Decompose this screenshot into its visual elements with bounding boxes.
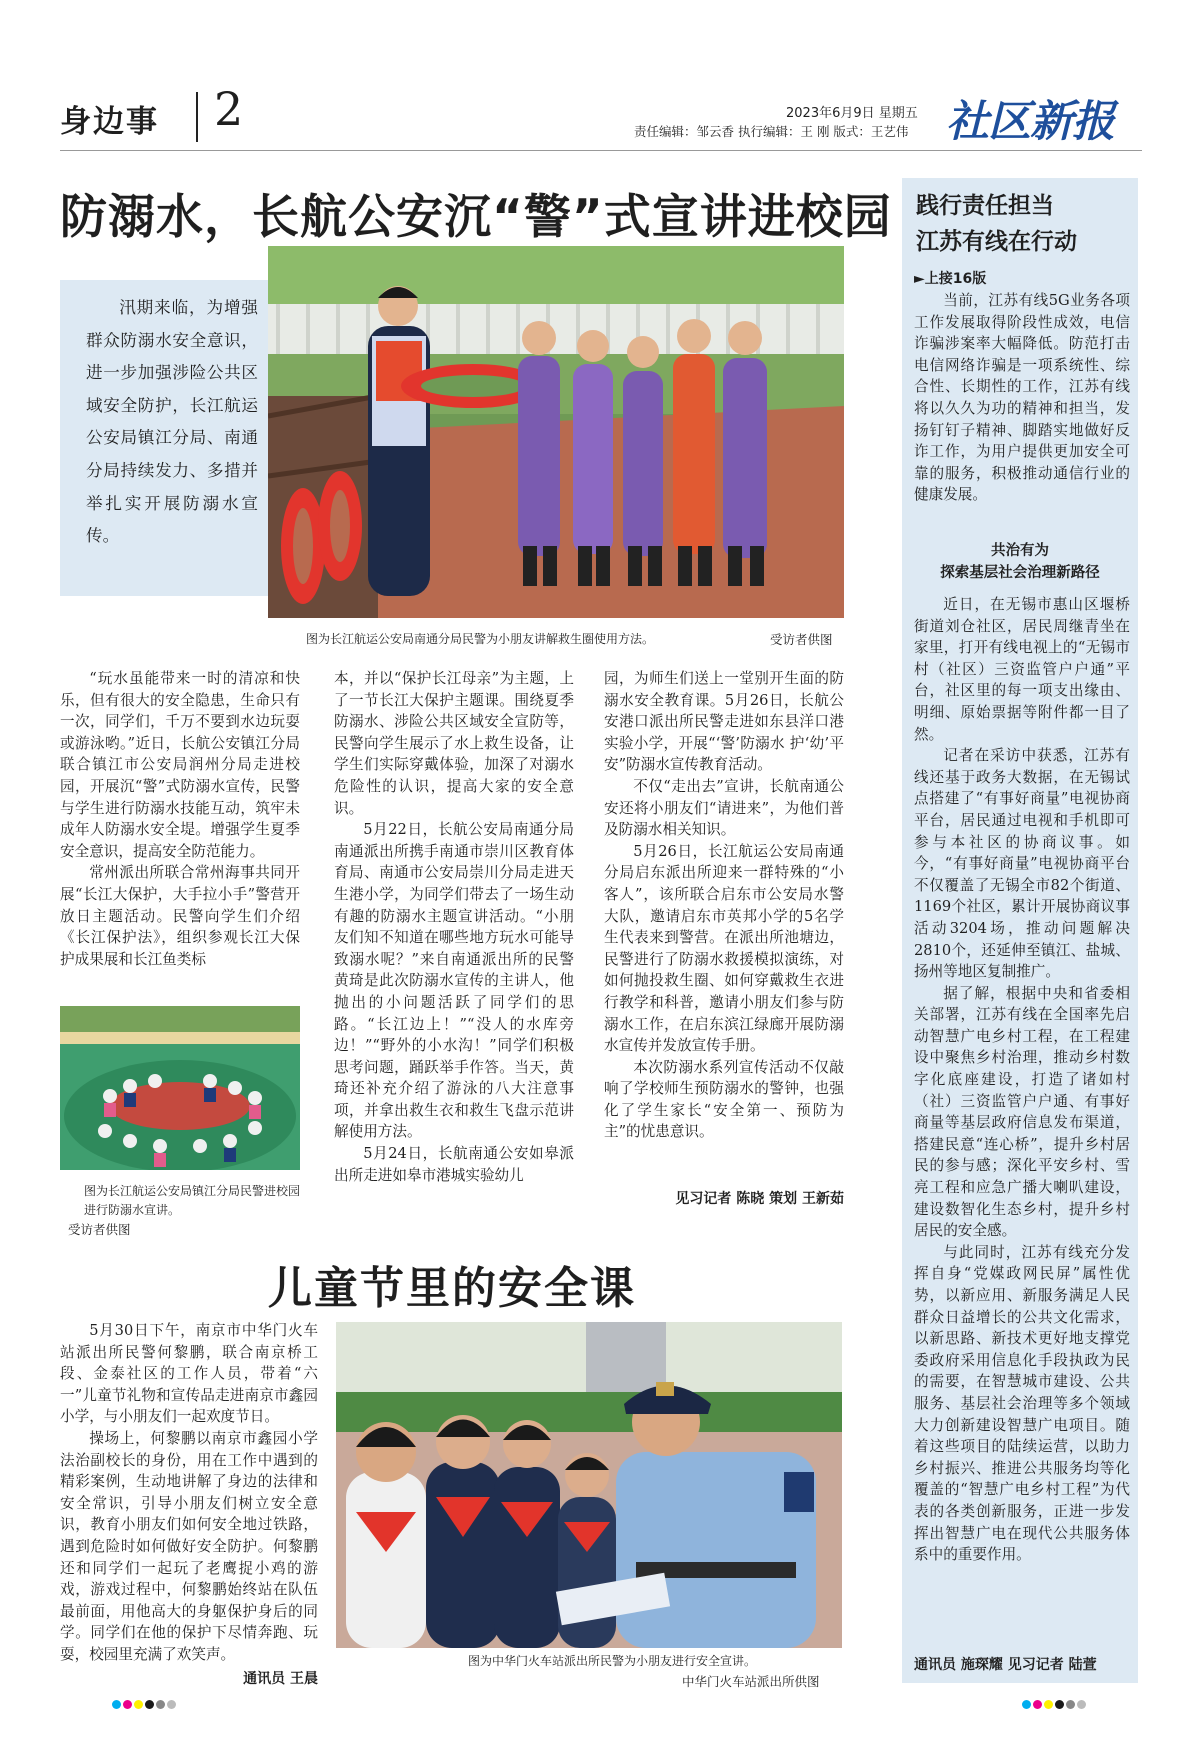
article1-column-1 <box>60 668 300 970</box>
sidebar-paragraph: 与此同时，江苏有线充分发挥自身“党媒政网民屏”属性优势，以新应用、新服务满足人民群众日益增长的公共文化需求，以新思路、新技术更好地支撑党委政府采用信息化手段执政为民的需要，在智慧城市建设、公共服务、基层社会治理等多个领域大力创新建设智慧广电项目。随着这些项目的陆续运营，以助力乡村振兴、推进公共服务均等化覆盖的“智慧广电乡村工程”为代表的各类创新服务，正进一步发挥出智慧广电在现代公共服务体系中的重要作用。 <box>914 1243 1130 1564</box>
article1-photo2-caption: 图为长江航运公安局镇江分局民警进校园进行防溺水宣讲。 <box>84 1184 301 1217</box>
registration-dot <box>145 1700 154 1709</box>
article1-lead-box <box>60 280 270 596</box>
registration-dot <box>156 1700 165 1709</box>
sidebar-byline: 通讯员 施琛耀 见习记者 陆萱 <box>914 1657 1097 1673</box>
article2-paragraph: 操场上，何黎鹏以南京市鑫园小学法治副校长的身份，用在工作中遇到的精彩案例，生动地讲解了身边的法律和安全常识，引导小朋友们树立安全意识，教育小朋友们如何安全地过铁路，遇到危险时如何做好安全防护。何黎鹏还和同学们一起玩了老鹰捉小鸡的游戏，游戏过程中，何黎鹏始终站在队伍最前面，用他高大的身躯保护身后的同学。同学们在他的保护下尽情奔跑、玩耍，校园里充满了欢笑声。 <box>60 1429 318 1663</box>
article1-headline: 防溺水，长航公安沉“警”式宣讲进校园 <box>60 190 892 245</box>
registration-dot <box>1077 1700 1086 1709</box>
article2-byline: 通讯员 王晨 <box>243 1671 318 1687</box>
sidebar-continued-marker: ►上接16版 <box>914 271 987 287</box>
sidebar-part-2 <box>914 594 1130 1566</box>
sidebar-paragraph: 据了解，根据中央和省委相关部署，江苏有线在全国率先启动智慧广电乡村工程，在工程建设中聚焦乡村治理，推动乡村数字化底座建设，打造了诸如村（社）三资监管户户通、有事好商量等基层政府信息发布渠道，搭建民意“连心桥”，提升乡村居民的参与感；深化平安乡村、雪亮工程和应急广播大喇叭建设，建设数智化生态乡村，提升乡村居民的安全感。 <box>914 984 1130 1240</box>
registration-dot <box>1055 1700 1064 1709</box>
header-rule <box>60 150 1142 151</box>
registration-marks-right <box>1022 1700 1086 1709</box>
editor-credits: 责任编辑：邹云香 执行编辑：王 刚 版式：王艺伟 <box>634 124 909 139</box>
registration-marks-left <box>112 1700 176 1709</box>
registration-dot <box>134 1700 143 1709</box>
registration-dot <box>1022 1700 1031 1709</box>
article1-paragraph: 常州派出所联合常州海事共同开展“长江大保护，大手拉小手”警营开放日主题活动。民警向学生们介绍《长江保护法》，组织参观长江大保护成果展和长江鱼类标 <box>60 864 300 968</box>
article2-photo <box>336 1322 842 1648</box>
article1-paragraph: 本次防溺水系列宣传活动不仅敲响了学校师生预防溺水的警钟，也强化了学生家长“安全第一、预防为主”的忧患意识。 <box>604 1058 844 1141</box>
registration-dot <box>1066 1700 1075 1709</box>
article1-photo2-caption-block <box>60 1182 300 1240</box>
article2-headline: 儿童节里的安全课 <box>268 1263 636 1314</box>
newspaper-masthead: 社区新报 <box>946 97 1114 147</box>
sidebar-part-1 <box>914 290 1130 506</box>
article2-paragraph: 5月30日下午，南京市中华门火车站派出所民警何黎鹏，联合南京桥工段、金泰社区的工作人员，带着“六一”儿童节礼物和宣传品走进南京市鑫园小学，与小朋友们一起欢度节日。 <box>60 1322 318 1426</box>
sidebar-title-line-2: 江苏有线在行动 <box>916 229 1077 255</box>
article1-paragraph: 5月22日，长航公安局南通分局南通派出所携手南通市崇川区教育体育局、南通市公安局崇川分局走进天生港小学，为同学们带去了一场生动有趣的防溺水主题宣讲活动。“小朋友们知不知道在哪些地方玩水可能导致溺水呢？”来自南通派出所的民警黄琦是此次防溺水宣传的主讲人，他抛出的小问题活跃了同学们的思路。“长江边上！”“没人的水库旁边！”“野外的小水沟！”同学们积极思考问题，踊跃举手作答。当天，黄琦还补充介绍了游泳的八大注意事项，并拿出救生衣和救生飞盘示范讲解使用方法。 <box>334 821 574 1141</box>
sidebar-paragraph: 记者在采访中获悉，江苏有线还基于政务大数据，在无锡试点搭建了“有事好商量”电视协商平台，居民通过电视和手机即可参与本社区的协商议事。如今，“有事好商量”电视协商平台不仅覆盖了无锡全市82个街道、1169个社区，累计开展协商议事活动3204场，推动问题解决2810个，还延伸至镇江、盐城、扬州等地区复制推广。 <box>914 747 1130 981</box>
sidebar-title-line-1: 践行责任担当 <box>916 193 1054 219</box>
sidebar-subhead-line-1: 共治有为 <box>991 543 1049 559</box>
registration-dot <box>1033 1700 1042 1709</box>
article1-lead: 汛期来临，为增强群众防溺水安全意识，进一步加强涉险公共区域安全防护，长江航运公安局镇江分局、南通分局持续发力、多措并举扎实开展防溺水宣传。 <box>86 298 258 546</box>
article1-photo-caption: 图为长江航运公安局南通分局民警为小朋友讲解救生圈使用方法。 <box>306 632 655 646</box>
registration-dot <box>112 1700 121 1709</box>
sidebar-title <box>916 188 1077 260</box>
article2-photo-credit: 中华门火车站派出所供图 <box>682 1674 820 1689</box>
header-divider <box>196 92 198 142</box>
sidebar-paragraph: 当前，江苏有线5G业务各项工作发展取得阶段性成效，电信诈骗涉案率大幅降低。防范打击电信网络诈骗是一项系统性、综合性、长期性的工作，江苏有线将以久久为功的精神和担当，发扬钉钉子精神、脚踏实地做好反诈工作，为用户提供更加安全可靠的服务，积极推动通信行业的健康发展。 <box>914 292 1130 504</box>
article2-body <box>60 1320 318 1666</box>
issue-date: 2023年6月9日 星期五 <box>786 106 918 121</box>
article1-byline: 见习记者 陈晓 策划 王新茹 <box>675 1191 844 1207</box>
sidebar-subhead-line-2: 探索基层社会治理新路径 <box>940 565 1100 581</box>
article1-paragraph: 园，为师生们送上一堂别开生面的防溺水安全教育课。5月26日，长航公安港口派出所民警走进如东县洋口港实验小学，开展“‘警’防溺水 护‘幼’平安”防溺水宣传教育活动。 <box>604 670 844 774</box>
article1-photo-2 <box>60 1006 300 1170</box>
article1-paragraph: 5月26日，长江航运公安局南通分局启东派出所迎来一群特殊的“小客人”，该所联合启东市公安局水警大队，邀请启东市英邦小学的5名学生代表来到警营。在派出所池塘边，民警进行了防溺水救援模拟演练，对如何抛投救生圈、如何穿戴救生衣进行教学和科普，邀请小朋友们参与防溺水工作，在启东滨江绿廊开展防溺水宣传并发放宣传手册。 <box>604 842 844 1055</box>
article2-photo-caption: 图为中华门火车站派出所民警为小朋友进行安全宣讲。 <box>468 1654 757 1668</box>
article1-photo2-credit: 受访者供图 <box>68 1222 131 1237</box>
page-number: 2 <box>214 82 244 136</box>
article1-paragraph: 本，并以“保护长江母亲”为主题，上了一节长江大保护主题课。围绕夏季防溺水、涉险公共区域安全宣防等，民警向学生展示了水上救生设备，让学生们实际穿戴体验，加深了对溺水危险性的认识，提高大家的安全意识。 <box>334 670 574 817</box>
article1-photo-credit: 受访者供图 <box>770 632 833 647</box>
article1-paragraph: “玩水虽能带来一时的清凉和快乐，但有很大的安全隐患，生命只有一次，同学们，千万不要到水边玩耍或游泳哟。”近日，长航公安镇江分局联合镇江市公安局润州分局走进校园，开展沉“警”式防溺水宣传，民警与学生进行防溺水技能互动，筑牢未成年人防溺水安全堤。增强学生夏季安全意识，提高安全防范能力。 <box>60 670 300 860</box>
article1-main-photo <box>268 246 844 618</box>
registration-dot <box>167 1700 176 1709</box>
sidebar-subhead <box>902 540 1138 584</box>
registration-dot <box>123 1700 132 1709</box>
section-name: 身边事 <box>60 104 159 140</box>
article1-column-3 <box>604 668 844 1143</box>
registration-dot <box>1044 1700 1053 1709</box>
article1-paragraph: 不仅“走出去”宣讲，长航南通公安还将小朋友们“请进来”，为他们普及防溺水相关知识。 <box>604 777 844 839</box>
article1-column-2 <box>334 668 574 1186</box>
sidebar-paragraph: 近日，在无锡市惠山区堰桥街道刘仓社区，居民周继青坐在家里，打开有线电视上的“无锡市村（社区）三资监管户户通”平台，社区里的每一项支出缘由、明细、原始票据等附件都一目了然。 <box>914 596 1130 743</box>
article1-paragraph: 5月24日，长航南通公安如皋派出所走进如皋市港城实验幼儿 <box>334 1145 574 1184</box>
